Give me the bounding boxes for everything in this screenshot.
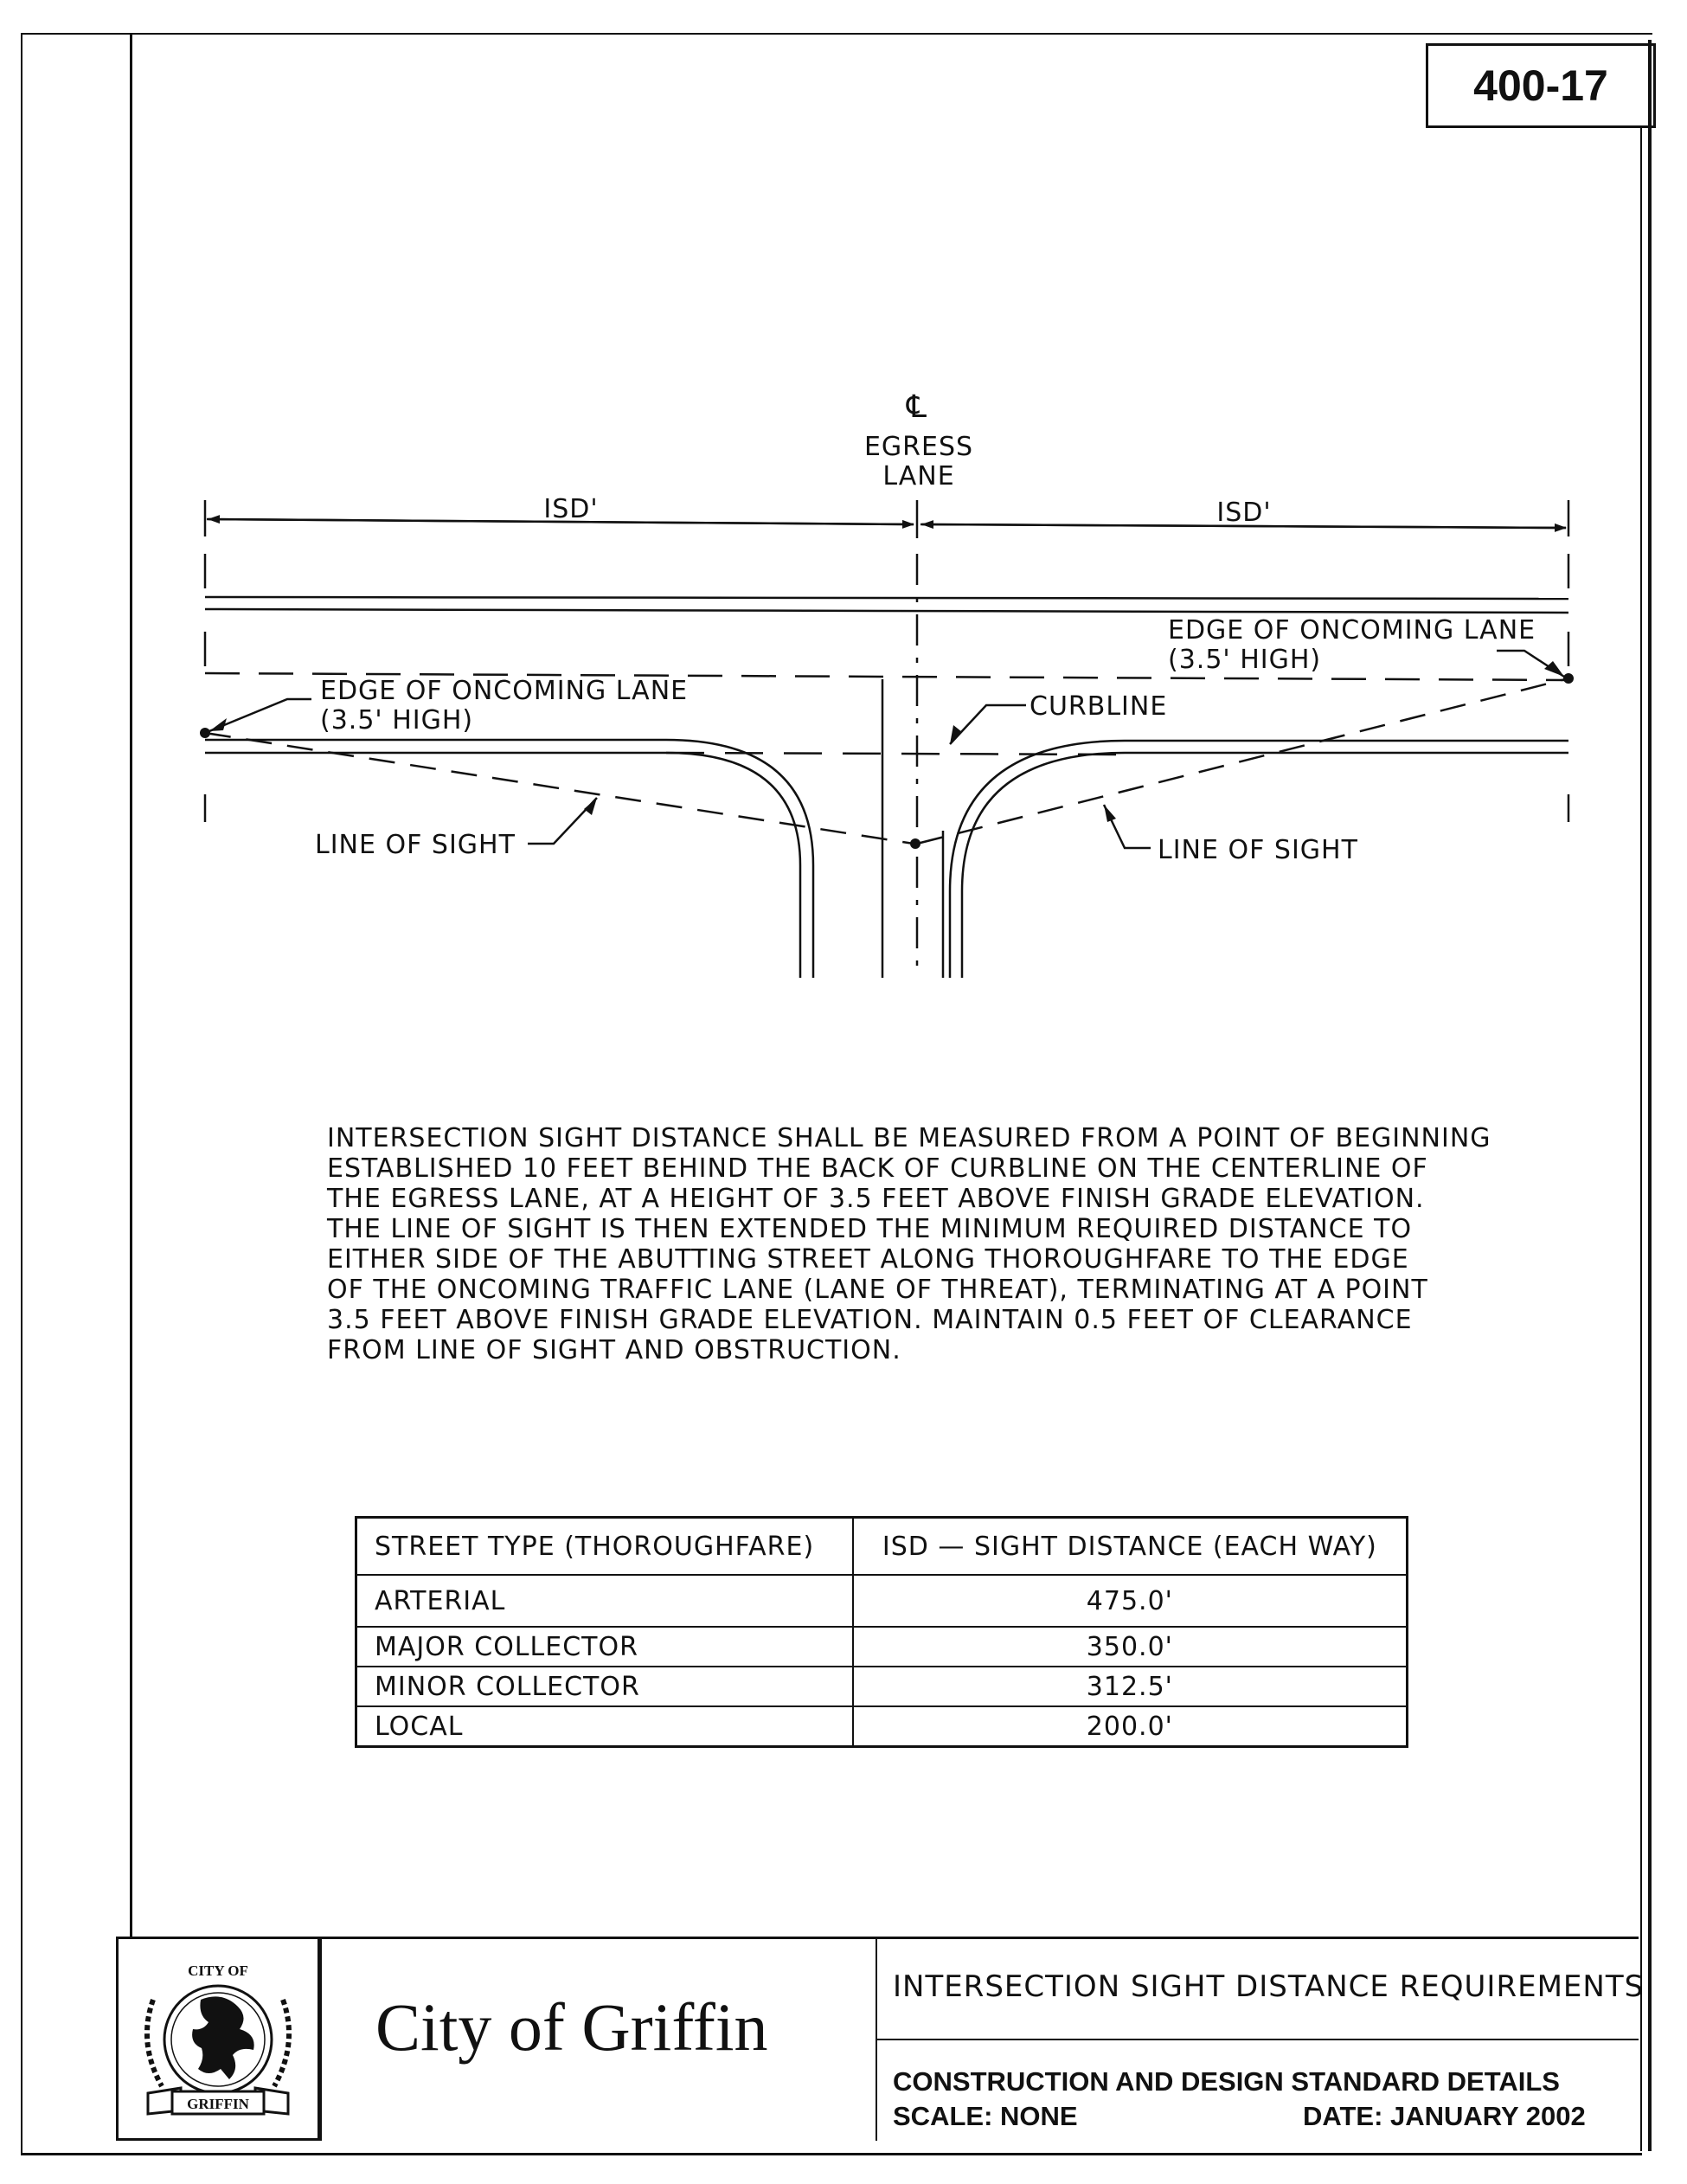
table-cell-isd: 350.0'	[853, 1627, 1408, 1667]
table-cell-street-type: ARTERIAL	[356, 1575, 853, 1627]
table-header-row	[356, 1518, 1408, 1576]
table-row	[356, 1575, 1408, 1627]
notes-line: 3.5 FEET ABOVE FINISH GRADE ELEVATION. MAINTAIN 0.5 FEET OF CLEARANCE	[327, 1305, 1413, 1335]
arrowhead-leader-left	[209, 718, 227, 731]
isd-table	[355, 1516, 1408, 1748]
line-of-sight-label-left: LINE OF SIGHT	[315, 830, 516, 860]
street-far-edge	[205, 597, 1568, 599]
table-row	[356, 1627, 1408, 1667]
curbline-dashed	[666, 753, 1125, 755]
table-header-isd: ISD — SIGHT DISTANCE (EACH WAY)	[853, 1518, 1408, 1576]
table-header-street-type: STREET TYPE (THOROUGHFARE)	[356, 1518, 853, 1576]
table-cell-isd: 475.0'	[853, 1575, 1408, 1627]
street-far-edge-2	[205, 609, 1568, 613]
curb-left-inner	[205, 753, 800, 978]
line-of-sight-right	[917, 678, 1568, 844]
standard-details-label: CONSTRUCTION AND DESIGN STANDARD DETAILS	[893, 2066, 1560, 2097]
griffin-figure	[192, 1996, 254, 2079]
leader-curbline	[950, 705, 1026, 744]
line-of-sight-left	[205, 733, 914, 844]
notes-line: INTERSECTION SIGHT DISTANCE SHALL BE MEASURED FROM A POINT OF BEGINNING	[327, 1123, 1491, 1153]
centerline-symbol: ℄	[906, 389, 928, 425]
sight-point-egress	[910, 838, 920, 849]
notes-line: OF THE ONCOMING TRAFFIC LANE (LANE OF THREAT), TERMINATING AT A POINT	[327, 1275, 1428, 1305]
notes-line: EITHER SIDE OF THE ABUTTING STREET ALONG THOROUGHFARE TO THE EDGE	[327, 1244, 1409, 1275]
isd-label-right: ISD'	[1216, 498, 1272, 528]
date-label: DATE: JANUARY 2002	[1303, 2101, 1586, 2131]
isd-label-left: ISD'	[543, 494, 599, 524]
line-of-sight-label-right: LINE OF SIGHT	[1158, 835, 1358, 865]
sight-point-right	[1563, 673, 1574, 684]
scale-label: SCALE: NONE	[893, 2101, 1078, 2131]
leader-los-left	[528, 798, 597, 844]
sheet-outer-border-bottom	[21, 2153, 1642, 2155]
intersection-diagram	[0, 0, 1687, 1038]
city-name: City of Griffin	[375, 1989, 768, 2065]
edge-label-left-1: EDGE OF ONCOMING LANE	[320, 676, 689, 706]
city-logo	[116, 1937, 320, 2141]
notes-line: ESTABLISHED 10 FEET BEHIND THE BACK OF CURBLINE ON THE CENTERLINE OF	[327, 1153, 1428, 1184]
edge-label-left-2: (3.5' HIGH)	[320, 705, 474, 735]
notes-line: FROM LINE OF SIGHT AND OBSTRUCTION.	[327, 1335, 901, 1365]
table-cell-isd: 200.0'	[853, 1706, 1408, 1747]
logo-text-bottom: GRIFFIN	[187, 2096, 249, 2112]
title-block-divider-3	[876, 2039, 1639, 2040]
notes-line: THE LINE OF SIGHT IS THEN EXTENDED THE MINIMUM REQUIRED DISTANCE TO	[327, 1214, 1413, 1244]
drawing-title: INTERSECTION SIGHT DISTANCE REQUIREMENTS	[893, 1969, 1645, 2004]
table-row	[356, 1706, 1408, 1747]
edge-label-right-1: EDGE OF ONCOMING LANE	[1168, 615, 1536, 646]
curbline-label: CURBLINE	[1030, 691, 1168, 722]
title-block	[116, 1937, 1645, 2141]
centerline-label-egress: EGRESS	[863, 432, 974, 462]
leader-edge-left	[209, 699, 311, 731]
centerline-label-lane: LANE	[882, 461, 955, 491]
table-cell-street-type: MINOR COLLECTOR	[356, 1667, 853, 1706]
notes-paragraph	[327, 1123, 1504, 1365]
title-block-divider-1	[320, 1937, 322, 2141]
sheet-number: 400-17	[1426, 43, 1656, 128]
arrowhead-leader-los-right	[1104, 805, 1116, 822]
notes-line: THE EGRESS LANE, AT A HEIGHT OF 3.5 FEET ABOVE FINISH GRADE ELEVATION.	[327, 1184, 1425, 1214]
table-row	[356, 1667, 1408, 1706]
leader-los-right	[1104, 805, 1151, 848]
sight-point-left	[200, 728, 210, 738]
griffin-seal-icon	[119, 1939, 318, 2138]
title-block-top-border	[116, 1937, 1639, 1939]
table-cell-street-type: MAJOR COLLECTOR	[356, 1627, 853, 1667]
table-cell-isd: 312.5'	[853, 1667, 1408, 1706]
edge-label-right-2: (3.5' HIGH)	[1168, 645, 1322, 675]
table-cell-street-type: LOCAL	[356, 1706, 853, 1747]
curb-right-inner	[962, 753, 1568, 978]
arrowhead-leader-right	[1544, 661, 1564, 677]
logo-text-top: CITY OF	[188, 1962, 248, 1979]
arrowhead-leader-los-left	[584, 798, 597, 815]
